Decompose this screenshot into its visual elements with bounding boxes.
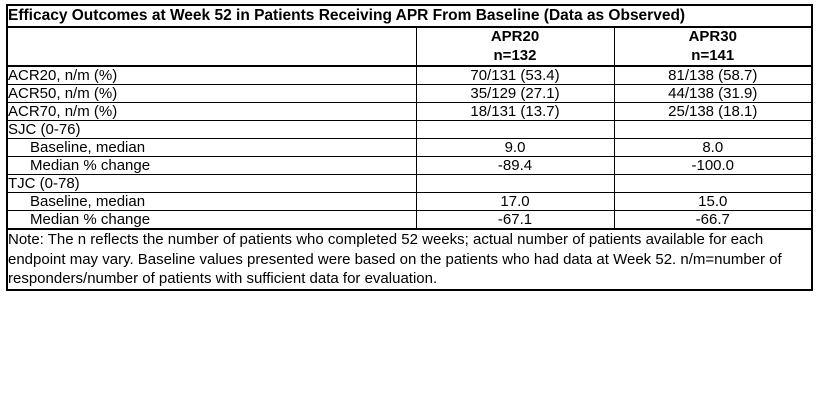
row-value-apr20	[416, 121, 614, 139]
table-row	[7, 85, 812, 103]
column-header-apr20-n: n=132	[493, 46, 537, 64]
row-value-apr30: -66.7	[614, 211, 812, 230]
table-row	[7, 66, 812, 85]
row-label: ACR20, n/m (%)	[7, 66, 416, 85]
row-value-apr20: 9.0	[416, 139, 614, 157]
row-value-apr30: 8.0	[614, 139, 812, 157]
efficacy-outcomes-table	[6, 4, 813, 291]
row-value-apr20: 70/131 (53.4)	[416, 66, 614, 85]
row-label: ACR70, n/m (%)	[7, 103, 416, 121]
row-value-apr30	[614, 121, 812, 139]
row-value-apr20: 17.0	[416, 193, 614, 211]
row-value-apr20: 18/131 (13.7)	[416, 103, 614, 121]
table-note-row	[7, 229, 812, 290]
row-label: Baseline, median	[7, 193, 416, 211]
table-title: Efficacy Outcomes at Week 52 in Patients Receiving APR From Baseline (Data as Observed)	[7, 5, 812, 27]
row-label: Median % change	[7, 157, 416, 175]
column-header-apr30-label: APR30	[688, 27, 737, 45]
table-row	[7, 211, 812, 230]
column-header-apr20	[416, 27, 614, 67]
row-label: SJC (0-76)	[7, 121, 416, 139]
row-label: ACR50, n/m (%)	[7, 85, 416, 103]
table-title-row	[7, 5, 812, 27]
table-row	[7, 193, 812, 211]
column-header-apr20-label: APR20	[490, 27, 540, 45]
row-value-apr30: 81/138 (58.7)	[614, 66, 812, 85]
row-label: Median % change	[7, 211, 416, 230]
table-row	[7, 175, 812, 193]
column-header-apr30	[614, 27, 812, 67]
row-value-apr30: -100.0	[614, 157, 812, 175]
row-value-apr20: -89.4	[416, 157, 614, 175]
header-corner-cell	[7, 27, 416, 67]
row-label: Baseline, median	[7, 139, 416, 157]
row-value-apr30	[614, 175, 812, 193]
table-header-row	[7, 27, 812, 67]
row-value-apr20	[416, 175, 614, 193]
table-row	[7, 139, 812, 157]
table-row	[7, 157, 812, 175]
row-value-apr30: 25/138 (18.1)	[614, 103, 812, 121]
table-row	[7, 121, 812, 139]
row-value-apr20: 35/129 (27.1)	[416, 85, 614, 103]
table-row	[7, 103, 812, 121]
row-value-apr30: 15.0	[614, 193, 812, 211]
row-value-apr30: 44/138 (31.9)	[614, 85, 812, 103]
table-footnote: Note: The n reflects the number of patients who completed 52 weeks; actual number of patients available for each endpoint may vary. Baseline values presented were based on the patients who had data at Week 52. n/m=number of responders/number of patients with sufficient data for evaluation.	[7, 229, 812, 290]
column-header-apr30-n: n=141	[691, 46, 735, 64]
row-label: TJC (0-78)	[7, 175, 416, 193]
row-value-apr20: -67.1	[416, 211, 614, 230]
